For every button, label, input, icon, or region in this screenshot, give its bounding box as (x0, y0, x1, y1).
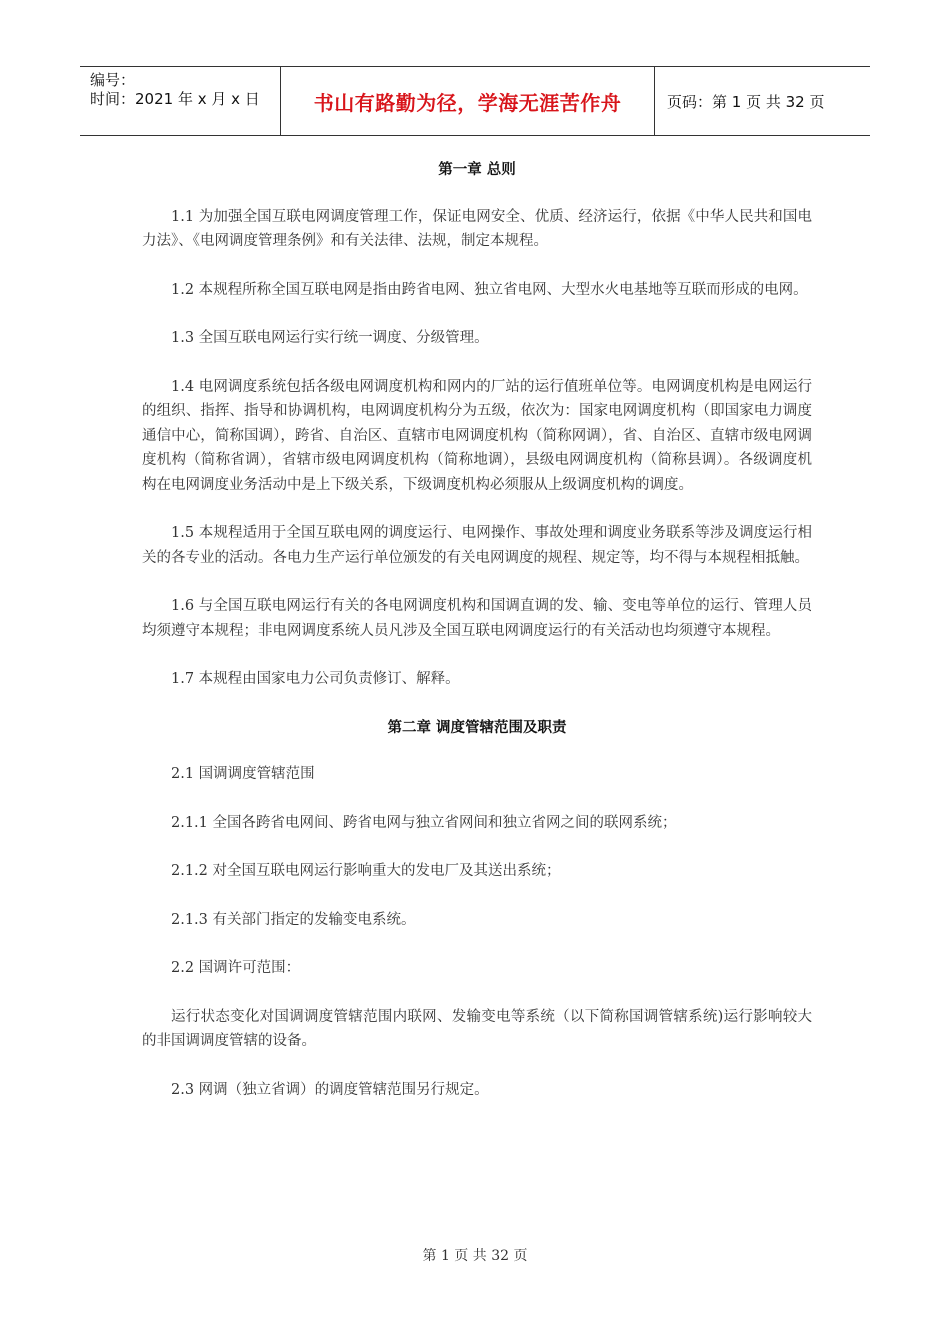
paragraph: 1.6 与全国互联电网运行有关的各电网调度机构和国调直调的发、输、变电等单位的运行、管理人员均须遵守本规程；非电网调度系统人员凡涉及全国互联电网调度运行的有关活动也均须遵守本规程。 (142, 598, 812, 639)
chapter-title: 第二章 调度管辖范围及职责 (387, 718, 567, 736)
paragraph: 2.3 网调（独立省调）的调度管辖范围另行规定。 (171, 1081, 489, 1098)
chapter-title: 第一章 总则 (438, 161, 516, 178)
paragraph: 2.1.3 有关部门指定的发输变电系统。 (171, 911, 416, 928)
paragraph: 2.1.2 对全国互联电网运行影响重大的发电厂及其送出系统； (171, 863, 561, 879)
header-page-info: 页码：第 1 页 共 32 页 (667, 92, 825, 111)
document-body (142, 158, 812, 1126)
paragraph: 1.7 本规程由国家电力公司负责修订、解释。 (171, 671, 460, 687)
paragraph: 1.3 全国互联电网运行实行统一调度、分级管理。 (171, 330, 489, 346)
date-label: 时间：2021 年 x 月 x 日 (90, 90, 260, 108)
header-meta (80, 67, 281, 135)
paragraph: 运行状态变化对国调调度管辖范围内联网、发输变电等系统（以下简称国调管辖系统)运行影响较大的非国调调度管辖的设备。 (142, 1008, 812, 1049)
number-label: 编号： (90, 71, 136, 89)
paragraph: 1.4 电网调度系统包括各级电网调度机构和网内的厂站的运行值班单位等。电网调度机构是电网运行的组织、指挥、指导和协调机构，电网调度机构分为五级，依次为：国家电网调度机构（即国家电力调度通信中心，简称国调），跨省、自治区、直辖市电网调度机构（简称网调），省、自治区、直辖市级电网调度机构（简称省调），省辖市级电网调度机构（简称地调），县级电网调度机构（简称县调）。各级调度机构在电网调度业务活动中是上下级关系，下级调度机构必须服从上级调度机构的调度。 (142, 378, 812, 493)
paragraph: 1.1 为加强全国互联电网调度管理工作，保证电网安全、优质、经济运行，依据《中华人民共和国电力法》、《电网调度管理条例》和有关法律、法规，制定本规程。 (142, 208, 812, 249)
document-header (80, 66, 870, 136)
paragraph: 1.2 本规程所称全国互联电网是指由跨省电网、独立省电网、大型水火电基地等互联而形成的电网。 (171, 281, 808, 298)
paragraph: 2.2 国调许可范围： (171, 960, 301, 976)
page-footer: 第 1 页 共 32 页 (422, 1248, 528, 1264)
paragraph: 2.1.1 全国各跨省电网间、跨省电网与独立省网间和独立省网之间的联网系统； (171, 814, 677, 831)
chapter-1 (142, 158, 812, 692)
chapter-2 (142, 716, 812, 1103)
paragraph: 2.1 国调调度管辖范围 (171, 766, 315, 782)
paragraph: 1.5 本规程适用于全国互联电网的调度运行、电网操作、事故处理和调度业务联系等涉及调度运行相关的各专业的活动。各电力生产运行单位颁发的有关电网调度的规程、规定等，均不得与本规程相抵触。 (142, 525, 812, 566)
header-motto: 书山有路勤为径，学海无涯苦作舟 (281, 67, 655, 135)
